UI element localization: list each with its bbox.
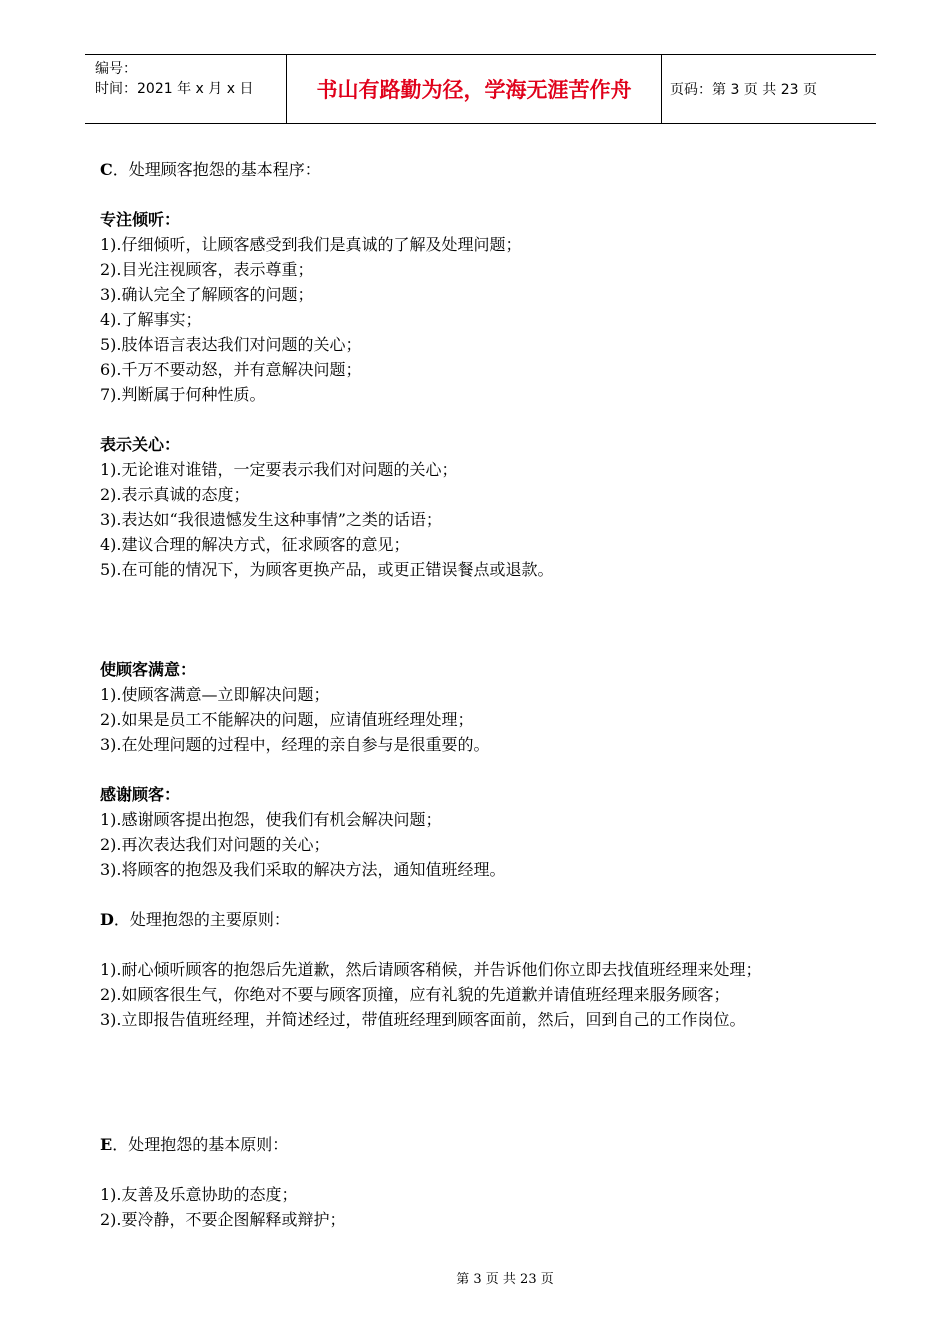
thanks-heading: 感谢顾客： — [100, 785, 181, 804]
header-page-label: 页码：第 3 页 共 23 页 — [670, 82, 817, 98]
list-item: 3).将顾客的抱怨及我们采取的解决方法，通知值班经理。 — [100, 860, 506, 879]
list-item: 2).如顾客很生气，你绝对不要与顾客顶撞，应有礼貌的先道歉并请值班经理来服务顾客； — [100, 985, 730, 1004]
header-time-label: 时间：2021 年 x 月 x 日 — [95, 81, 254, 97]
document-body — [100, 157, 870, 1232]
list-item: 4).建议合理的解决方式，征求顾客的意见； — [100, 535, 410, 554]
section-e-title: E．处理抱怨的基本原则： — [100, 1135, 289, 1154]
list-item: 2).要冷静，不要企图解释或辩护； — [100, 1210, 346, 1229]
page-header — [85, 54, 876, 124]
list-item: 2).如果是员工不能解决的问题，应请值班经理处理； — [100, 710, 474, 729]
list-item: 3).表达如“我很遗憾发生这种事情”之类的话语； — [100, 510, 442, 529]
listen-heading: 专注倾听： — [100, 210, 181, 229]
list-item: 2).目光注视顾客，表示尊重； — [100, 260, 314, 279]
list-item: 1).无论谁对谁错，一定要表示我们对问题的关心； — [100, 460, 458, 479]
list-item: 2).再次表达我们对问题的关心； — [100, 835, 330, 854]
list-item: 1).耐心倾听顾客的抱怨后先道歉，然后请顾客稍候，并告诉他们你立即去找值班经理来处理； — [100, 960, 762, 979]
list-item: 3).确认完全了解顾客的问题； — [100, 285, 314, 304]
list-item: 6).千万不要动怒，并有意解决问题； — [100, 360, 362, 379]
header-number-label: 编号： — [95, 61, 137, 77]
list-item: 1).友善及乐意协助的态度； — [100, 1185, 298, 1204]
care-heading: 表示关心： — [100, 435, 181, 454]
list-item: 2).表示真诚的态度； — [100, 485, 250, 504]
list-item: 7).判断属于何种性质。 — [100, 385, 266, 404]
list-item: 4).了解事实； — [100, 310, 202, 329]
list-item: 1).仔细倾听，让顾客感受到我们是真诚的了解及处理问题； — [100, 235, 522, 254]
header-motto: 书山有路勤为径，学海无涯苦作舟 — [286, 55, 662, 123]
page-footer: 第 3 页 共 23 页 — [456, 1272, 554, 1287]
list-item: 3).在处理问题的过程中，经理的亲自参与是很重要的。 — [100, 735, 490, 754]
list-item: 5).在可能的情况下，为顾客更换产品，或更正错误餐点或退款。 — [100, 560, 554, 579]
list-item: 3).立即报告值班经理，并简述经过，带值班经理到顾客面前，然后，回到自己的工作岗位。 — [100, 1010, 746, 1029]
header-meta — [85, 55, 286, 123]
satisfy-heading: 使顾客满意： — [100, 660, 197, 679]
section-c-title: C．处理顾客抱怨的基本程序： — [100, 160, 321, 179]
section-d-title: D．处理抱怨的主要原则： — [100, 910, 290, 929]
list-item: 5).肢体语言表达我们对问题的关心； — [100, 335, 362, 354]
list-item: 1).感谢顾客提出抱怨，使我们有机会解决问题； — [100, 810, 442, 829]
list-item: 1).使顾客满意—立即解决问题； — [100, 685, 330, 704]
